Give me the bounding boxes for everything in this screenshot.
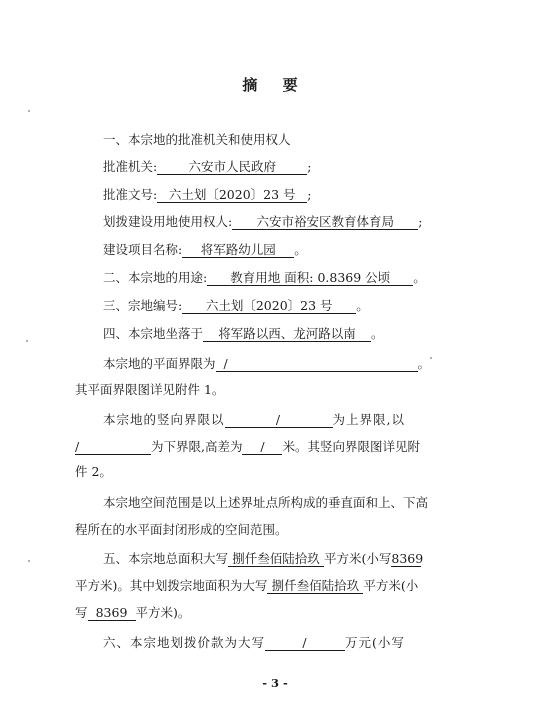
total-area-number: 8369 — [391, 551, 424, 566]
vertical-boundary-line-1: 本宗地的竖向界限以 / 为上界限,以 — [103, 412, 405, 427]
lower-boundary-value: / — [75, 439, 151, 455]
land-number-line: 三、宗地编号: 六土划〔2020〕23 号 。 — [103, 298, 369, 313]
scan-speck — [26, 340, 28, 342]
plane-boundary-line: 本宗地的平面界限为 / 。 — [103, 356, 431, 371]
area-line-3: 写 8369 平方米)。 — [75, 605, 191, 620]
total-area-words: 捌仟叁佰陆拾玖 — [228, 551, 324, 567]
land-user-value: 六安市裕安区教育体育局 — [232, 214, 418, 230]
approval-authority-value: 六安市人民政府 — [157, 159, 307, 175]
area-line-2: 平方米)。其中划拨宗地面积为大写 捌仟叁佰陆拾玖 平方米(小 — [75, 578, 419, 593]
vertical-boundary-line-3: 件 2。 — [75, 464, 112, 479]
vertical-boundary-line-2: / 为下界限,高差为 / 米。其竖向界限图详见附 — [75, 439, 420, 454]
approval-authority-line: 批准机关: 六安市人民政府 ; — [103, 159, 312, 174]
land-use-value: 教育用地 面积: 0.8369 公顷 — [207, 270, 413, 286]
land-number-value: 六土划〔2020〕23 号 — [182, 298, 356, 314]
space-range-line-2: 程所在的水平面封闭形成的空间范围。 — [75, 522, 288, 537]
price-value: / — [265, 635, 345, 651]
area-line-1: 五、本宗地总面积大写 捌仟叁佰陆拾玖 平方米(小写8369 — [103, 551, 424, 566]
page-number: - 3 - — [262, 676, 288, 690]
price-line: 六、本宗地划拨价款为大写 / 万元(小写 — [103, 635, 405, 650]
height-difference-value: / — [242, 439, 282, 455]
scan-speck — [28, 560, 30, 562]
section-1-heading: 一、本宗地的批准机关和使用权人 — [103, 132, 291, 147]
plane-boundary-continuation: 其平面界限图详见附件 1。 — [75, 382, 225, 397]
upper-boundary-value: / — [225, 412, 333, 428]
land-use-line: 二、本宗地的用途: 教育用地 面积: 0.8369 公顷 。 — [103, 270, 426, 285]
approval-doc-value: 六土划〔2020〕23 号 — [157, 187, 307, 203]
project-name-value: 将军路幼儿园 — [182, 242, 294, 258]
scan-speck — [28, 110, 30, 112]
project-name-line: 建设项目名称: 将军路幼儿园 。 — [103, 242, 307, 257]
location-value: 将军路以西、龙河路以南 — [203, 326, 371, 342]
allocated-area-words: 捌仟叁佰陆拾玖 — [267, 578, 363, 594]
allocated-area-number: 8369 — [88, 605, 136, 621]
land-user-line: 划拨建设用地使用权人: 六安市裕安区教育体育局 ; — [103, 214, 423, 229]
page-title: 摘 要 — [242, 76, 308, 94]
location-line: 四、本宗地坐落于 将军路以西、龙河路以南 。 — [103, 326, 384, 341]
approval-doc-line: 批准文号: 六土划〔2020〕23 号 ; — [103, 187, 312, 202]
plane-boundary-value: / — [216, 356, 418, 372]
space-range-line-1: 本宗地空间范围是以上述界址点所构成的垂直面和上、下高 — [103, 495, 429, 510]
scan-speck — [430, 357, 432, 359]
